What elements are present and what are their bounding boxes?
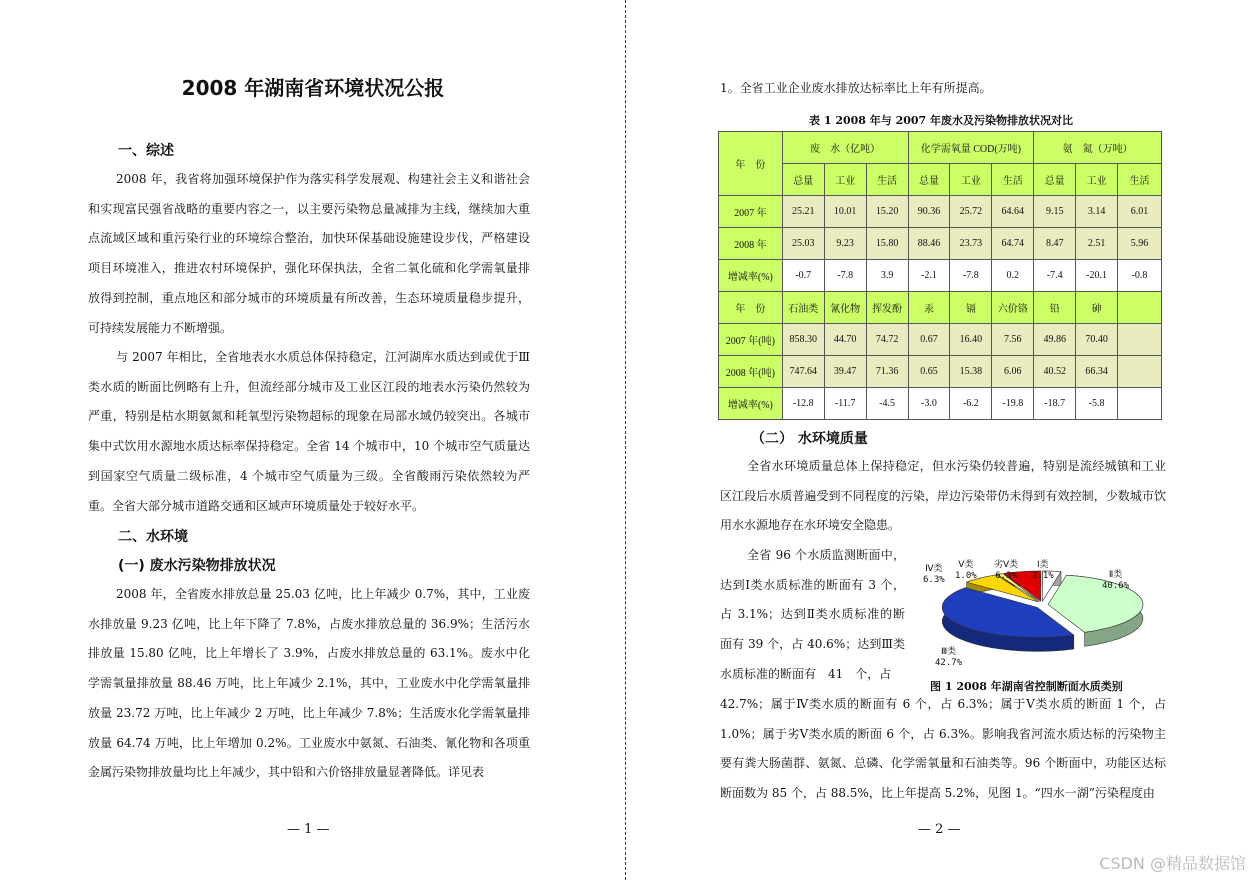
wastewater-paragraph: 2008 年，全省废水排放总量 25.03 亿吨，比上年减少 0.7%，其中，工业废水排放量 9.23 亿吨，比上年下降了 7.8%，占废水排放总量的 36.9%；生活污水排放量 15.80 亿吨，比上年增长了 3.9%，占废水排放总量的 63.1%。废水中化学需氧量排放量 88.46 万吨，比上年减少 2.1%，其中，工业废水中化学需氧量排放量 23.72 万吨，比上年减少 2 万吨，比上年减少 7.8%；生活废水化学需氧量排放量 64.74 万吨，比上年增加 0.2%。工业废水中氨氮、石油类、氰化物和各项重金属污染物排放量均比上年减少，其中铅和六价铬排放量显著降低。详见表 — [88, 587, 530, 780]
table-cell: -5.8 — [1076, 388, 1118, 420]
legend-label: Ⅴ类 — [958, 560, 974, 570]
legend-value: 3.1% — [1032, 571, 1054, 581]
table-cell: -7.4 — [1034, 260, 1076, 292]
table-cell: 3.9 — [866, 260, 908, 292]
legend-class-2 — [1102, 570, 1129, 592]
table-cell: 0.65 — [908, 356, 950, 388]
legend-class-4 — [923, 564, 945, 586]
table-cell: -7.8 — [824, 260, 866, 292]
table-cell: 0.67 — [908, 324, 950, 356]
legend-class-5 — [955, 560, 977, 582]
table-cell: -4.5 — [866, 388, 908, 420]
row-label: 增减率(%) — [719, 260, 783, 292]
table-cell: 9.15 — [1034, 196, 1076, 228]
table-cell: 25.21 — [782, 196, 824, 228]
table-cell: -0.7 — [782, 260, 824, 292]
year-header: 年 份 — [719, 132, 783, 196]
overview-paragraph-1: 2008 年，我省将加强环境保护作为落实科学发展观、构建社会主义和谐社会和实现富民强省战略的重要内容之一，以主要污染物总量减排为主线，继续加大重点流域区域和重污染行业的环境综合整治，加快环保基础设施建设步伐，严格建设项目环境准入，推进农村环境保护，强化环保执法，全省二氧化硫和化学需氧量排放得到控制，重点地区和部分城市的环境质量有所改善，生态环境质量稳步提升，可持续发展能力不断增强。 — [88, 172, 530, 335]
table-cell: 0.2 — [992, 260, 1034, 292]
table-cell: -0.8 — [1118, 260, 1162, 292]
table-cell: 40.52 — [1034, 356, 1076, 388]
section-water-heading: 二、水环境 — [118, 529, 188, 545]
section-overview-heading: 一、综述 — [118, 143, 174, 159]
table-cell: 71.36 — [866, 356, 908, 388]
row-label: 增减率(%) — [719, 388, 783, 420]
table-cell: -2.1 — [908, 260, 950, 292]
group-header-wastewater: 废 水（亿吨） — [782, 132, 908, 164]
legend-label: 劣Ⅴ类 — [994, 560, 1019, 570]
table-cell: 44.70 — [824, 324, 866, 356]
table-cell: 88.46 — [908, 228, 950, 260]
table-row — [719, 324, 1162, 356]
pollutant-header: 六价铬 — [992, 292, 1034, 324]
table-cell: 39.47 — [824, 356, 866, 388]
table-cell: 64.74 — [992, 228, 1034, 260]
row-label: 2007 年(吨) — [719, 324, 783, 356]
table-cell: 9.23 — [824, 228, 866, 260]
subheader: 总量 — [782, 164, 824, 196]
pollutant-header — [1118, 292, 1162, 324]
continued-line: 1。全省工业企业废水排放达标率比上年有所提高。 — [720, 81, 992, 95]
table-cell: 15.80 — [866, 228, 908, 260]
monitoring-paragraph-start: 全省 96 个水质监测断面中，达到Ⅰ类水质标准的断面有 3 个，占 3.1%；达到Ⅱ类水质标准的断面有 39 个，占 40.6%；达到Ⅲ类水质标准的断面有 41 个，占 — [720, 548, 905, 681]
legend-value: 1.0% — [955, 571, 977, 581]
table-cell — [1118, 324, 1162, 356]
table-cell: 66.34 — [1076, 356, 1118, 388]
subheader: 工业 — [950, 164, 992, 196]
table-cell: 858.30 — [782, 324, 824, 356]
table-cell: 15.38 — [950, 356, 992, 388]
legend-label: Ⅲ类 — [940, 647, 957, 657]
legend-class-3 — [935, 647, 962, 669]
wastewater-subheading: (一) 废水污染物排放状况 — [118, 558, 276, 574]
table-cell — [1118, 356, 1162, 388]
figure-caption: 图 1 2008 年湖南省控制断面水质类别 — [930, 680, 1123, 693]
group-header-ammonia: 氨 氮（万吨） — [1034, 132, 1162, 164]
water-quality-subheading: （二） 水环境质量 — [751, 431, 868, 447]
table-cell: 747.64 — [782, 356, 824, 388]
document-title: 2008 年湖南省环境状况公报 — [181, 76, 445, 100]
table-cell: 49.86 — [1034, 324, 1076, 356]
table-cell: -11.7 — [824, 388, 866, 420]
legend-value: 42.7% — [935, 658, 963, 668]
table-cell: 6.01 — [1118, 196, 1162, 228]
table-cell: 25.03 — [782, 228, 824, 260]
table-cell: 8.47 — [1034, 228, 1076, 260]
table-cell: 3.14 — [1076, 196, 1118, 228]
legend-label: Ⅳ类 — [925, 564, 943, 574]
right-page — [627, 0, 1252, 880]
table-cell: 25.72 — [950, 196, 992, 228]
pollutant-header: 砷 — [1076, 292, 1118, 324]
table-cell: 16.40 — [950, 324, 992, 356]
monitoring-paragraph-cont: 42.7%；属于Ⅳ类水质的断面有 6 个，占 6.3%；属于Ⅴ类水质的断面 1 个，占 1.0%；属于劣Ⅴ类水质的断面 6 个，占 6.3%。影响我省河流水质达标的污染物主要有粪大肠菌群、氨氮、总磷、化学需氧量和石油类等。96 个断面中，功能区达标断面数为 85 个，占 88.5%，比上年提高 5.2%，见图 1。“四水一湖”污染程度由 — [720, 697, 1166, 801]
subheader: 总量 — [1034, 164, 1076, 196]
legend-value: 6.3% — [995, 571, 1017, 581]
table-row — [719, 388, 1162, 420]
table-cell: 23.73 — [950, 228, 992, 260]
pollutant-header: 石油类 — [782, 292, 824, 324]
table-cell: 10.01 — [824, 196, 866, 228]
table-caption: 表 1 2008 年与 2007 年废水及污染物排放状况对比 — [809, 114, 1074, 127]
water-quality-paragraph: 全省水环境质量总体上保持稳定，但水污染仍较普遍，特别是流经城镇和工业区江段后水质普遍受到不同程度的污染，岸边污染带仍未得到有效控制，少数城市饮用水水源地存在水环境安全隐患。 — [720, 459, 1166, 533]
table-row — [719, 260, 1162, 292]
table-cell: 15.20 — [866, 196, 908, 228]
pollutant-header: 汞 — [908, 292, 950, 324]
table-row — [719, 196, 1162, 228]
table-cell: -3.0 — [908, 388, 950, 420]
table-cell: -18.7 — [1034, 388, 1076, 420]
table-row — [719, 356, 1162, 388]
table-cell: 74.72 — [866, 324, 908, 356]
pollutant-header: 铅 — [1034, 292, 1076, 324]
table-cell: -6.2 — [950, 388, 992, 420]
pollutant-header: 镉 — [950, 292, 992, 324]
table-cell: 5.96 — [1118, 228, 1162, 260]
table-cell: 64.64 — [992, 196, 1034, 228]
subheader: 生活 — [866, 164, 908, 196]
table-cell: -7.8 — [950, 260, 992, 292]
table-cell: -12.8 — [782, 388, 824, 420]
overview-paragraph-2: 与 2007 年相比，全省地表水水质总体保持稳定，江河湖库水质达到或优于Ⅲ类水质的断面比例略有上升，但流经部分城市及工业区江段的地表水污染仍然较为严重，特别是枯水期氨氮和耗氧型污染物超标的现象在局部水域仍较突出。各城市集中式饮用水源地水质达标率保持稳定。全省 14 个城市中，10 个城市空气质量达到国家空气质量二级标准，4 个城市空气质量为三级。全省酸雨污染依然较为严重。全省大部分城市道路交通和区域声环境质量处于较好水平。 — [88, 350, 530, 513]
row-label: 2008 年 — [719, 228, 783, 260]
pollutant-header: 挥发酚 — [866, 292, 908, 324]
legend-class-inferior5 — [994, 560, 1018, 582]
pollutant-header: 氰化物 — [824, 292, 866, 324]
watermark: CSDN @精品数据馆 — [1099, 854, 1246, 873]
table-cell: 7.56 — [992, 324, 1034, 356]
table-cell: 6.06 — [992, 356, 1034, 388]
subheader: 生活 — [992, 164, 1034, 196]
table-cell — [1118, 388, 1162, 420]
table-cell: 70.40 — [1076, 324, 1118, 356]
subheader: 工业 — [824, 164, 866, 196]
row-label: 2007 年 — [719, 196, 783, 228]
subheader: 生活 — [1118, 164, 1162, 196]
page-number-2: — 2 — — [918, 822, 961, 837]
table-cell: 90.36 — [908, 196, 950, 228]
legend-value: 6.3% — [923, 575, 945, 585]
subheader: 工业 — [1076, 164, 1118, 196]
row-label: 2008 年(吨) — [719, 356, 783, 388]
legend-label: Ⅰ类 — [1037, 560, 1049, 570]
year-header-2: 年 份 — [719, 292, 783, 324]
emission-table — [718, 131, 1162, 420]
table-cell: 2.51 — [1076, 228, 1118, 260]
group-header-cod: 化学需氧量 COD(万吨) — [908, 132, 1034, 164]
table-cell: -19.8 — [992, 388, 1034, 420]
subheader: 总量 — [908, 164, 950, 196]
legend-value: 40.6% — [1102, 581, 1130, 591]
table-cell: -20.1 — [1076, 260, 1118, 292]
legend-label: Ⅱ类 — [1108, 570, 1123, 580]
legend-class-1 — [1032, 560, 1054, 582]
page-number-1: — 1 — — [287, 822, 330, 837]
table-row — [719, 228, 1162, 260]
